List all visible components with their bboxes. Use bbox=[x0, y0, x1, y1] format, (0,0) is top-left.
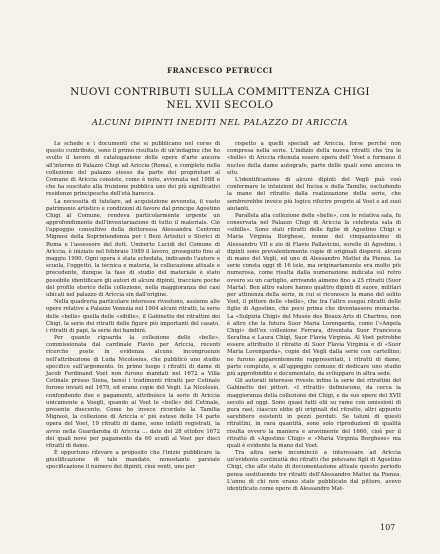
paragraph: Tra altra serie incominciò a interessare ad Ariccia un'evidente continuità dei ritratti che potevano figli di Agostino Chigi, che allo stato di documentazione attuale questo periodo pensa sostituendo tre ritratti dell'Alessandro Mattei da Pienza. L'anno di chi non erano state pubblicato dal pittore, avevo identificato come opere di Alessandro Mat- bbox=[227, 450, 401, 492]
page-number: 107 bbox=[380, 523, 396, 532]
article-subtitle: ALCUNI DIPINTI INEDITI NEL PALAZZO DI ARICCIA bbox=[91, 118, 349, 128]
paragraph: rispetto a quelli speciali ad Ariccia, forse perché non compresa nella serie. L'indizio della nuova ritratti che tra le «belle» di Ariccia ritenuta essere opera dell' Voet e formano il nucleo della dame autografe, parte delle quali sono ancora in situ. bbox=[227, 141, 401, 176]
text-column-right bbox=[227, 141, 401, 493]
author-name: FRANCESCO PETRUCCI bbox=[167, 66, 273, 75]
paragraph: È opportuno rilevare a proposito che l'inizio pubblicare la giustificazione di tale mandato, nonostante parziale specificazione il numero dei dipinti, cioè venti, uno per bbox=[46, 450, 220, 471]
paragraph: Per quanto riguarda la collezione delle «belle», commissionata dal cardinale Flavio per Ariccia, recenti ricerche poste in evidenza alcune incongruenze nell'attribuzione di Luda Nicolosius, che pubblicò uno studio specifico sull'argomento. In primo luogo i ritratti di dame di Jacob Ferdinand Voet non furono mandati nel 1672 a Villa Cetinale presso Siena, bensì i tradimenti ritratti per Cetinale furono inviati nel 1679, ed erano copie del Vegli. La Nicolosio, confondendo due e pagamenti, attribuisce la serie di Ariccia unicamente a Voegli, quando ai Voet le «belle» del Cetinale, presente duecento. Come ho invece ricordato la Tamilia Mignosi, la collezione di Ariccia e' più estese delle 14 parte opera del Voet, 19 ritratti di dame, sono infatti registrati, la avvio nella Guardaroba di Ariccia ... date del 28 ottobre 1672 dei quali nove per pagamento da 60 scudi al Voet per dieci ritratti di dame. bbox=[46, 335, 220, 449]
paragraph: Gli autorali interesse riveste infine la serie dei ritrattini del Gabinetto dei pittori. «I ritratti» definiscono, da cerca la maggioranza della collezione dei Chigi, e da sue opere del XVII secolo ad oggi. Sono quasi tutti olii su rame con omissioni di pura rasi, ciascun ebbe gli originali del ritratto, altri appunto sarebbero esistenti in pezzi perduti. Se taluni di questi ritrattini, in rara quantità, sono solo riproduzioni di qualità risulta ovvero la maniera e aravimente del 1660, cioè per il ritratto di «Agostino Chigi» e «Maria Virginia Borghese» ma quali è evidente la mano del Voet. bbox=[227, 378, 401, 449]
paragraph: Nella quadreria particolare interesse rivestono, assieme alle opere relative a Palazzo Venezia nel 1904 alcuni ritratti, la serie delle «belle» quella delle «sibille», il Gabinetto dei ritrattini dei Chigi, la serie dei ritratti delle figure più importanti del casato, i ritratti di papi, la serie dei bambini. bbox=[46, 299, 220, 334]
paragraph: Le schede e i documenti che si pubblicano nel corso di questo contributo, sono il primo risultato di un'indagine che ho svolto il lavoro di catalogazione delle opere d'arte ancora all'interno di Palazzo Chigi ad Ariccia (Roma), e completo nella collezione del palazzo stesso da parte dei proprietari al Comune di Ariccia consiste, come è noto, avvenuta nel 1988 e che ha suscitato alla fruizione pubblica uno dei più significativi residenze principesche dell'età barocca. bbox=[46, 141, 220, 198]
text-column-left bbox=[46, 141, 220, 472]
article-title-line-2: NEL XVII SECOLO bbox=[166, 99, 274, 111]
paragraph: L'identificazione di alcuni dipinti del Vegli può così confermare le intuizioni del Incisa e della Tamilio, escludendo la mano del ritratto dalla realizzazione della serie, che sembrerebbe invece più logico riferire proprio al Voet e ad suoi aiutanti. bbox=[227, 176, 401, 212]
paragraph: La necessità di tutelare, ad acquisizione avvenuta, il vasto patrimonio artistico e condizioni di favore dal principe Agostino Chigi al Comune, rendeva particolarmente urgente un approfondimento dell'inventariazione di tutto il materiale. Ciò l'appoggio consultivo della dottoressa Alessandra Centroni Mignosi della Soprintendenza per i Beni Artistici e Storici di Roma e l'assessore del dott. Umberto Lucidi del Comune di Ariccia, è iniziato nel febbraio 1989 il lavoro, proseguito fino al maggio 1990. Ogni opera è stata schedata, indicando l'autore e scuola, l'oggetto, la tecnica e materia, la collocazione attuale e precedente, dunque la fase di studio del materiale è stato possibile identificare gli autori di alcuni dipinti, tracciare poche del profilo storico della collezione, nella maggioranza dei casi ubicati nel palazzo di Ariccia sin dall'origine. bbox=[46, 198, 220, 298]
paragraph: Parallela alla collezione delle «belle», con le relativa sala, fu conservata nel Palazzo Chigi di Ariccia la celebrata sala di «sibille». Sono stati ritratti delle figlie di Agostino Chigi e Maria Virginia Borghese, nonne del cinquantesimo di Alessandro VII e zio di Flavio Pallavicini, sorelle di Agostino, i dipinti sono prevalentemente copie di originali dispersi, alcuni di mano del Vegli, ed uno di Alessandro Mattei da Pienza. La serie consta oggi di 16 tele, ma originariamente era molto più numerosa, come risulta dalla numerazione indicata sul retro ovvero su un cartiglio, arrivando almeno fino a 25 ritratti (Suor Marta). Ben altro valore hanno quattro dipinti di suore, militari per attinenza della serie, in cui si riconosce la mano del solito Voet, il pittore delle «belle», che tra l'altro eseguì ritratti delle figlie di Agostino, che poco prima che diventassero monache. La «Sulpizia Chigi» del Musée des Beaux-Arts di Chartres, non è altro che la futura Suor Maria Lorengarda, come l'«Angela Chigi» dell'ex collezione Ferrara, diventata Suor Francesca Serafina e Laura Chigi, Suor Flavia Virginia. Al Voet potrebbe essere attribuito il ritratto di Suor Flavia Virginia e di «Suor Maria Lorengarda», copie del Vegli dalla serie con cartellino; ne furono apparentemente rappresentati, i ritratti di dame, parte compiute, e all'appoggio comune di dedicare uno studio più approfondito e documentato, da sviluppare in altra sede. bbox=[227, 212, 401, 377]
article-title-line-1: NUOVI CONTRIBUTI SULLA COMMITTENZA CHIGI bbox=[70, 86, 370, 98]
